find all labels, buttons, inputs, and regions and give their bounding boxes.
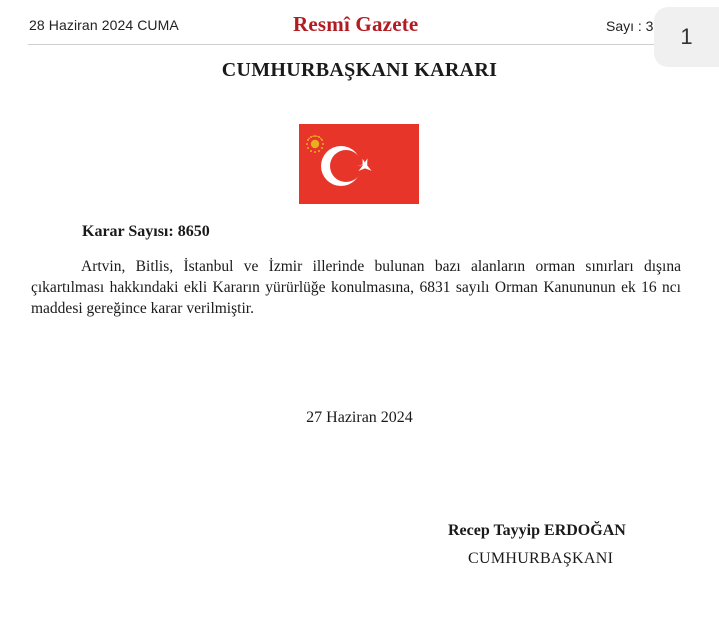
signer-name: Recep Tayyip ERDOĞAN: [448, 522, 626, 539]
gazette-date: 28 Haziran 2024 CUMA: [29, 17, 179, 33]
decree-body-text: Artvin, Bitlis, İstanbul ve İzmir illerinde bulunan bazı alanların orman sınırları dışına çıkartılması hakkındaki ekli Kararın yürürlüğe konulmasına, 6831 sayılı Orman Kanununun ek 16 ncı maddesi gereğince karar verilmiştir.: [31, 258, 681, 317]
decree-number: Karar Sayısı: 8650: [82, 223, 210, 240]
page-number-badge: 1: [654, 7, 719, 67]
signer-title: CUMHURBAŞKANI: [468, 550, 614, 567]
turkish-flag-with-presidential-seal-icon: [299, 124, 419, 204]
gazette-title: Resmî Gazete: [293, 12, 419, 36]
decree-title: CUMHURBAŞKANI KARARI: [221, 59, 498, 81]
header-divider: [28, 44, 656, 45]
gazette-issue-number: Sayı : 3: [606, 18, 654, 34]
decree-date: 27 Haziran 2024: [306, 409, 413, 426]
